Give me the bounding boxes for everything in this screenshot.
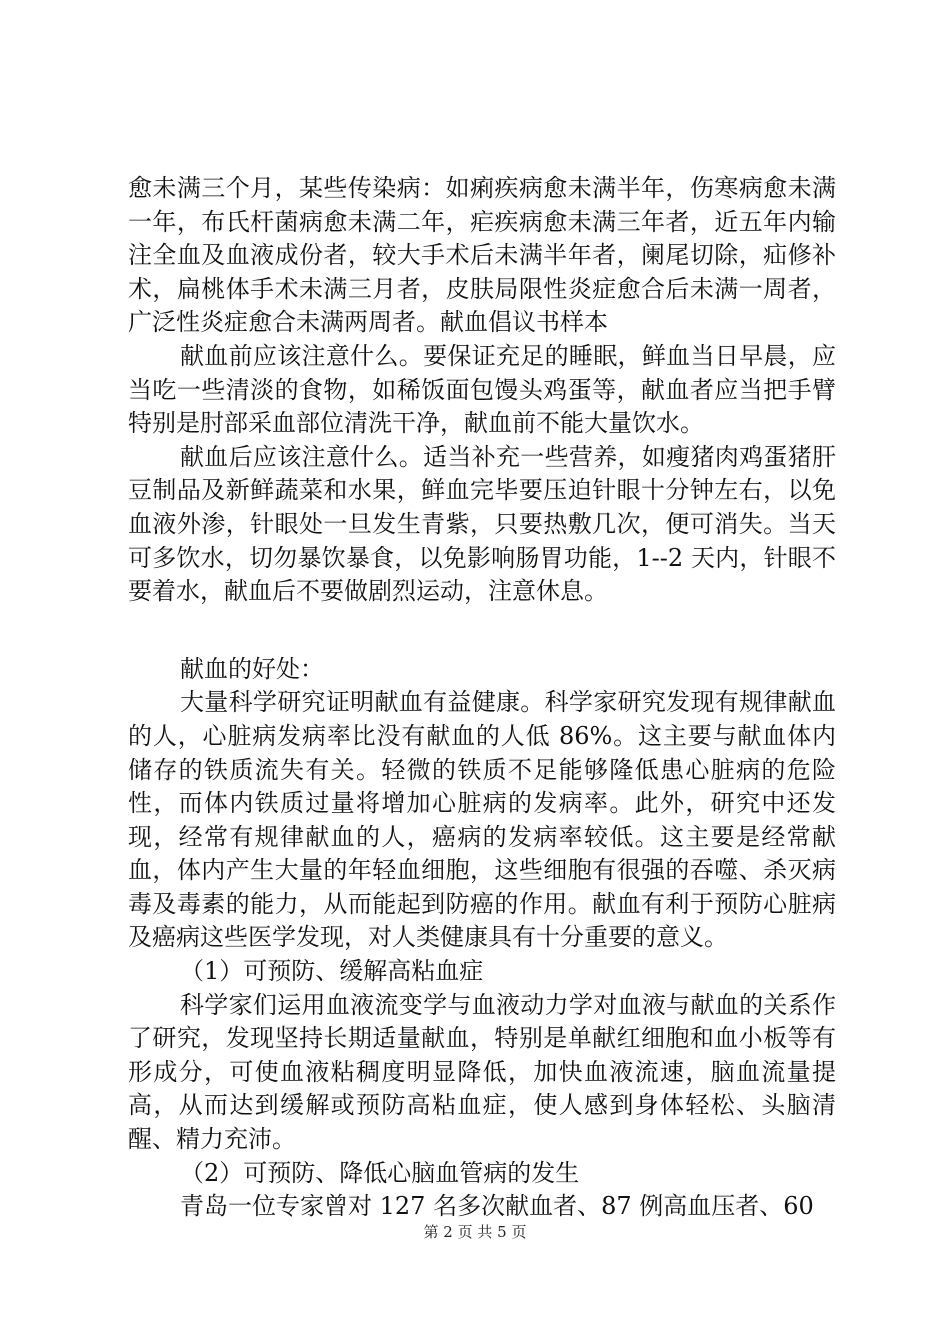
paragraph-benefit-1: 科学家们运用血液流变学与血液动力学对血液与献血的关系作了研究，发现坚持长期适量献血，特别是单献红细胞和血小板等有形成分，可使血液粘稠度明显降低，加快血液流速，脑血流量提高，从而达到缓解或预防高粘血症，使人感到身体轻松、头脑清醒、精力充沛。	[128, 990, 836, 1154]
paragraph-benefit-2: 青岛一位专家曾对 127 名多次献血者、87 例高血压者、60	[180, 1192, 814, 1221]
heading-benefits: 献血的好处：	[180, 654, 324, 683]
paragraph-before-donation: 献血前应该注意什么。要保证充足的睡眠，鲜血当日早晨，应当吃一些清淡的食物，如稀饭面包馒头鸡蛋等，献血者应当把手臂特别是肘部采血部位清洗干净，献血前不能大量饮水。	[128, 341, 836, 438]
paragraph-after-donation: 献血后应该注意什么。适当补充一些营养，如瘦猪肉鸡蛋猪肝豆制品及新鲜蔬菜和水果，鲜血完毕要压迫针眼十分钟左右，以免血液外渗，针眼处一旦发生青紫，只要热敷几次，便可消失。当天可多饮水，切勿暴饮暴食，以免影响肠胃功能，1--2 天内，针眼不要着水，献血后不要做剧烈运动，注意休息。	[128, 442, 836, 606]
page-footer: 第 2 页 共 5 页	[423, 1223, 527, 1241]
paragraph-contraindications: 愈未满三个月，某些传染病：如痢疾病愈未满半年，伤寒病愈未满一年，布氏杆菌病愈未满二年，疟疾病愈未满三年者，近五年内输注全血及血液成份者，较大手术后未满半年者，阑尾切除，疝修补术，扁桃体手术未满三月者，皮肤局限性炎症愈合后未满一周者，广泛性炎症愈合未满两周者。献血倡议书样本	[128, 174, 836, 337]
document-body	[128, 172, 836, 1224]
heading-benefit-1: （1）可预防、缓解高粘血症	[180, 957, 484, 986]
heading-benefit-2: （2）可预防、降低心脑血管病的发生	[180, 1158, 580, 1187]
paragraph-benefits-research: 大量科学研究证明献血有益健康。科学家研究发现有规律献血的人，心脏病发病率比没有献血的人低 86%。这主要与献血体内储存的铁质流失有关。轻微的铁质不足能够隆低患心脏病的危险性，而体内铁质过量将增加心脏病的发病率。此外，研究中还发现，经常有规律献血的人，癌病的发病率较低。这主要是经常献血，体内产生大量的年轻血细胞，这些细胞有很强的吞噬、杀灭病毒及毒素的能力，从而能起到防癌的作用。献血有利于预防心脏病及癌病这些医学发现，对人类健康具有十分重要的意义。	[128, 688, 836, 952]
